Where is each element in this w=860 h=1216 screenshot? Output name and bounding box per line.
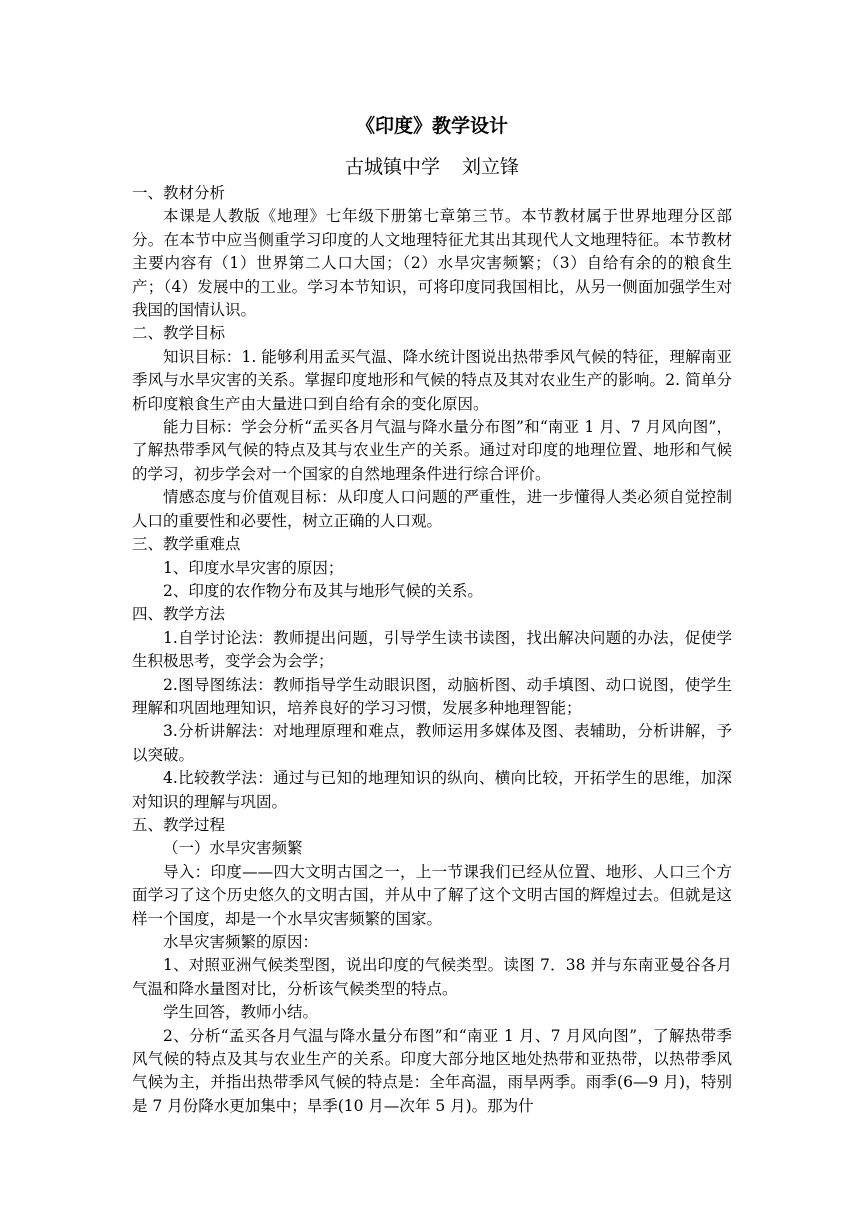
paragraph: 情感态度与价值观目标：从印度人口问题的严重性，进一步懂得人类必须自觉控制人口的重要性和必要性，树立正确的人口观。 [132, 488, 732, 530]
paragraph: 4.比较教学法：通过与已知的地理知识的纵向、横向比较，开拓学生的思维，加深对知识的理解与巩固。 [132, 769, 732, 811]
section-heading: 五、教学过程 [132, 815, 226, 834]
paragraph: 导入：印度——四大文明古国之一，上一节课我们已经从位置、地形、人口三个方面学习了这个历史悠久的文明古国，并从中了解了这个文明古国的辉煌过去。但就是这样一个国度，却是一个水旱灾害频繁的国家。 [132, 862, 732, 928]
paragraph: 2.图导图练法：教师指导学生动眼识图，动脑析图、动手填图、动口说图，使学生理解和巩固地理知识，培养良好的学习习惯，发展多种地理智能； [132, 675, 732, 717]
paragraph: 能力目标：学会分析“孟买各月气温与降水量分布图”和“南亚 1 月、7 月风向图”，了解热带季风气候的特点及其与农业生产的关系。通过对印度的地理位置、地形和气候的学习，初步学会对一个国家的自然地理条件进行综合评价。 [132, 418, 732, 483]
section-heading: 一、教材分析 [132, 184, 226, 202]
paragraph: 2、分析“孟买各月气温与降水量分布图”和“南亚 1 月、7 月风向图”，了解热带季风气候的特点及其与农业生产的关系。印度大部分地区地处热带和亚热带，以热带季风气候为主，并指出热带季风气候的特点是：全年高温，雨旱两季。雨季(6—9 月)，特别是 7 月份降水更加集中；旱季(10 月—次年 5 月)。那为什 [132, 1026, 732, 1115]
paragraph: 本课是人教版《地理》七年级下册第七章第三节。本节教材属于世界地理分区部分。在本节中应当侧重学习印度的人文地理特征尤其出其现代人文地理特征。本节教材主要内容有（1）世界第二人口大国；（2）水旱灾害频繁；（3）自给有余的的粮食生产；（4）发展中的工业。学习本节知识，可将印度同我国相比，从另一侧面加强学生对我国的国情认识。 [132, 207, 732, 320]
author-line [132, 152, 732, 182]
document-page [132, 112, 732, 1118]
subsection-heading: （一）水旱灾害频繁 [163, 839, 303, 858]
paragraph: 1.自学讨论法：教师提出问题，引导学生读书读图，找出解决问题的办法，促使学生积极思考，变学会为会学； [132, 628, 732, 671]
paragraph: 2、印度的农作物分布及其与地形气候的关系。 [163, 581, 483, 600]
paragraph: 水旱灾害频繁的原因： [163, 933, 319, 951]
section-heading: 二、教学目标 [132, 324, 226, 343]
document-title: 《印度》教学设计 [355, 115, 508, 137]
paragraph: 1、对照亚洲气候类型图，说出印度的气候类型。读图 7．38 并与东南亚曼谷各月气温和降水量图对比，分析该气候类型的特点。 [132, 956, 732, 998]
author-school: 古城镇中学 [344, 156, 440, 178]
paragraph: 3.分析讲解法：对地理原理和难点，教师运用多媒体及图、表辅助，分析讲解，予以突破。 [132, 722, 732, 764]
paragraph: 学生回答，教师小结。 [163, 1003, 319, 1022]
paragraph: 1、印度水旱灾害的原因； [163, 558, 344, 577]
section-heading: 三、教学重难点 [132, 535, 241, 554]
section-heading: 四、教学方法 [132, 605, 226, 624]
author-name: 刘立锋 [462, 156, 520, 178]
paragraph: 知识目标：1. 能够利用孟买气温、降水统计图说出热带季风气候的特征，理解南亚季风与水旱灾害的关系。掌握印度地形和气候的特点及其对农业生产的影响。2. 简单分析印度粮食生产由大量进口到自给有余的变化原因。 [132, 347, 732, 413]
